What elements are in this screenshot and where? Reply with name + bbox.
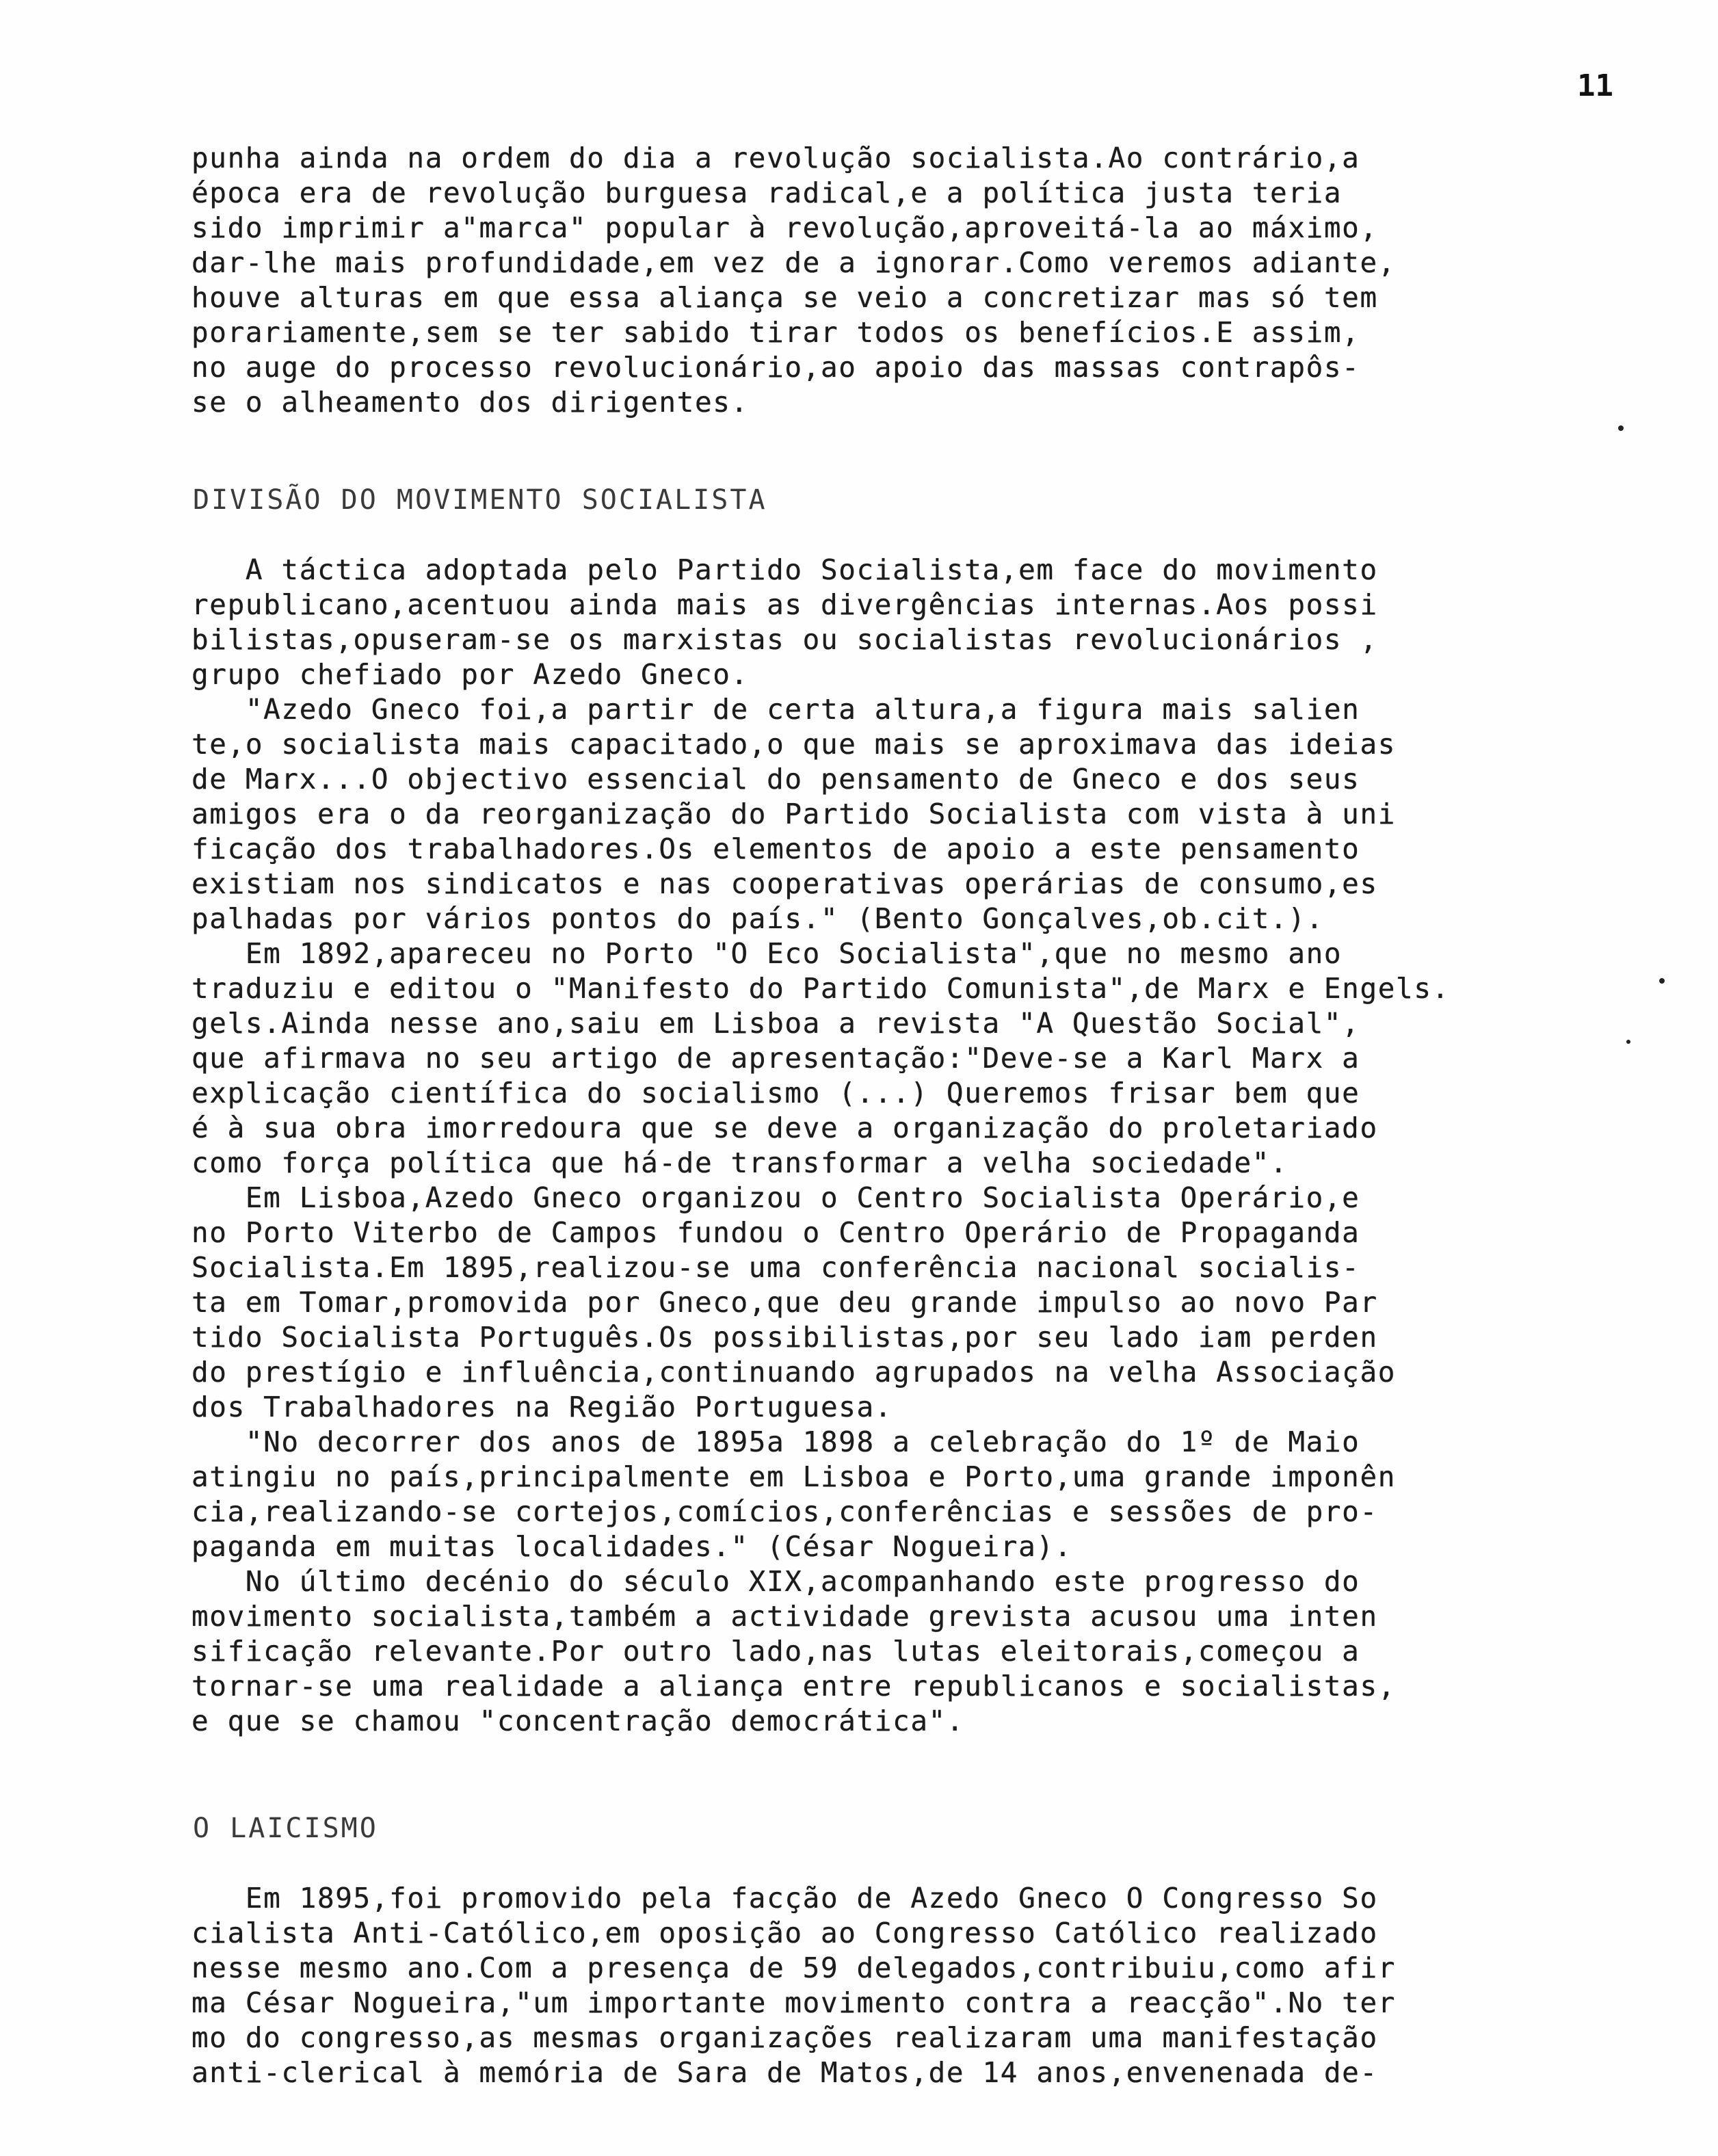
text-line: dar-lhe mais profundidade,em vez de a ignorar.Como veremos adiante, [191, 246, 1397, 279]
text-line: como força política que há-de transformar a velha sociedade". [191, 1146, 1288, 1179]
text-line: tornar-se uma realidade a aliança entre republicanos e socialistas, [191, 1670, 1397, 1703]
text-line: Em 1892,apareceu no Porto "O Eco Socialista",que no mesmo ano [191, 937, 1343, 970]
text-line: porariamente,sem se ter sabido tirar todos os benefícios.E assim, [191, 316, 1360, 349]
text-line: houve alturas em que essa aliança se veio a concretizar mas só tem [191, 281, 1378, 314]
text-line: nesse mesmo ano.Com a presença de 59 delegados,contribuiu,como afir [191, 1951, 1397, 1984]
text-line: ficação dos trabalhadores.Os elementos de apoio a este pensamento [191, 832, 1360, 865]
text-line: existiam nos sindicatos e nas cooperativas operárias de consumo,es [191, 867, 1378, 900]
ink-speck [1659, 978, 1665, 984]
text-line: que afirmava no seu artigo de apresentação:"Deve-se a Karl Marx a [191, 1042, 1360, 1075]
text-line: paganda em muitas localidades." (César Nogueira). [191, 1530, 1072, 1563]
text-line: Socialista.Em 1895,realizou-se uma conferência nacional socialis- [191, 1251, 1360, 1284]
text-line: Em 1895,foi promovido pela facção de Azedo Gneco O Congresso So [191, 1882, 1378, 1915]
text-line: traduziu e editou o "Manifesto do Partido Comunista",de Marx e Engels. [191, 972, 1450, 1005]
section-division-body [191, 553, 1614, 1739]
text-line: explicação científica do socialismo (...) Queremos frisar bem que [191, 1077, 1360, 1109]
text-line: de Marx...O objectivo essencial do pensamento de Gneco e dos seus [191, 763, 1360, 796]
text-line: no auge do processo revolucionário,ao apoio das massas contrapôs- [191, 351, 1360, 384]
text-line: gels.Ainda nesse ano,saiu em Lisboa a revista "A Questão Social", [191, 1007, 1360, 1040]
text-line: te,o socialista mais capacitado,o que mais se aproximava das ideias [191, 728, 1397, 761]
text-line: palhadas por vários pontos do país." (Bento Gonçalves,ob.cit.). [191, 902, 1324, 935]
text-line: cia,realizando-se cortejos,comícios,conferências e sessões de pro- [191, 1495, 1378, 1528]
text-line: do prestígio e influência,continuando agrupados na velha Associação [191, 1356, 1397, 1389]
text-line: punha ainda na ordem do dia a revolução socialista.Ao contrário,a [191, 142, 1360, 174]
ink-speck [1618, 425, 1624, 431]
page-number: 11 [1577, 68, 1613, 103]
text-line: atingiu no país,principalmente em Lisboa e Porto,uma grande imponên [191, 1460, 1397, 1493]
text-line: no Porto Viterbo de Campos fundou o Centro Operário de Propaganda [191, 1216, 1360, 1249]
section-heading-division: DIVISÃO DO MOVIMENTO SOCIALISTA [193, 484, 767, 516]
text-line: sido imprimir a"marca" popular à revolução,aproveitá-la ao máximo, [191, 211, 1378, 244]
text-line: A táctica adoptada pelo Partido Socialista,em face do movimento [191, 553, 1378, 586]
text-line: é à sua obra imorredoura que se deve a organização do proletariado [191, 1112, 1378, 1144]
ink-speck [1626, 1040, 1630, 1044]
text-line: grupo chefiado por Azedo Gneco. [191, 658, 749, 691]
text-line: anti-clerical à memória de Sara de Matos,de 14 anos,envenenada de- [191, 2056, 1378, 2089]
text-line: republicano,acentuou ainda mais as divergências internas.Aos possi [191, 588, 1378, 621]
text-line: ta em Tomar,promovida por Gneco,que deu grande impulso ao novo Par [191, 1286, 1378, 1319]
text-line: amigos era o da reorganização do Partido Socialista com vista à uni [191, 798, 1397, 830]
text-line: sificação relevante.Por outro lado,nas lutas eleitorais,começou a [191, 1635, 1360, 1668]
text-line: "Azedo Gneco foi,a partir de certa altura,a figura mais salien [191, 693, 1360, 726]
section-laicismo-body [191, 1881, 1614, 2090]
text-line: e que se chamou "concentração democrática". [191, 1705, 965, 1737]
text-line: dos Trabalhadores na Região Portuguesa. [191, 1391, 893, 1423]
text-line: ma César Nogueira,"um importante movimento contra a reacção".No ter [191, 1986, 1397, 2019]
text-line: "No decorrer dos anos de 1895a 1898 a celebração do 1º de Maio [191, 1425, 1360, 1458]
text-line: bilistas,opuseram-se os marxistas ou socialistas revolucionários , [191, 623, 1378, 656]
text-line: época era de revolução burguesa radical,e a política justa teria [191, 176, 1343, 209]
intro-paragraph [191, 141, 1614, 420]
text-line: Em Lisboa,Azedo Gneco organizou o Centro Socialista Operário,e [191, 1181, 1360, 1214]
text-line: movimento socialista,também a actividade grevista acusou uma inten [191, 1600, 1378, 1633]
section-heading-laicismo: O LAICISMO [193, 1813, 378, 1844]
text-line: cialista Anti-Católico,em oposição ao Congresso Católico realizado [191, 1917, 1378, 1949]
text-line: No último decénio do século XIX,acompanhando este progresso do [191, 1565, 1360, 1598]
text-line: se o alheamento dos dirigentes. [191, 386, 749, 419]
text-line: mo do congresso,as mesmas organizações realizaram uma manifestação [191, 2021, 1378, 2054]
text-line: tido Socialista Português.Os possibilistas,por seu lado iam perden [191, 1321, 1378, 1354]
